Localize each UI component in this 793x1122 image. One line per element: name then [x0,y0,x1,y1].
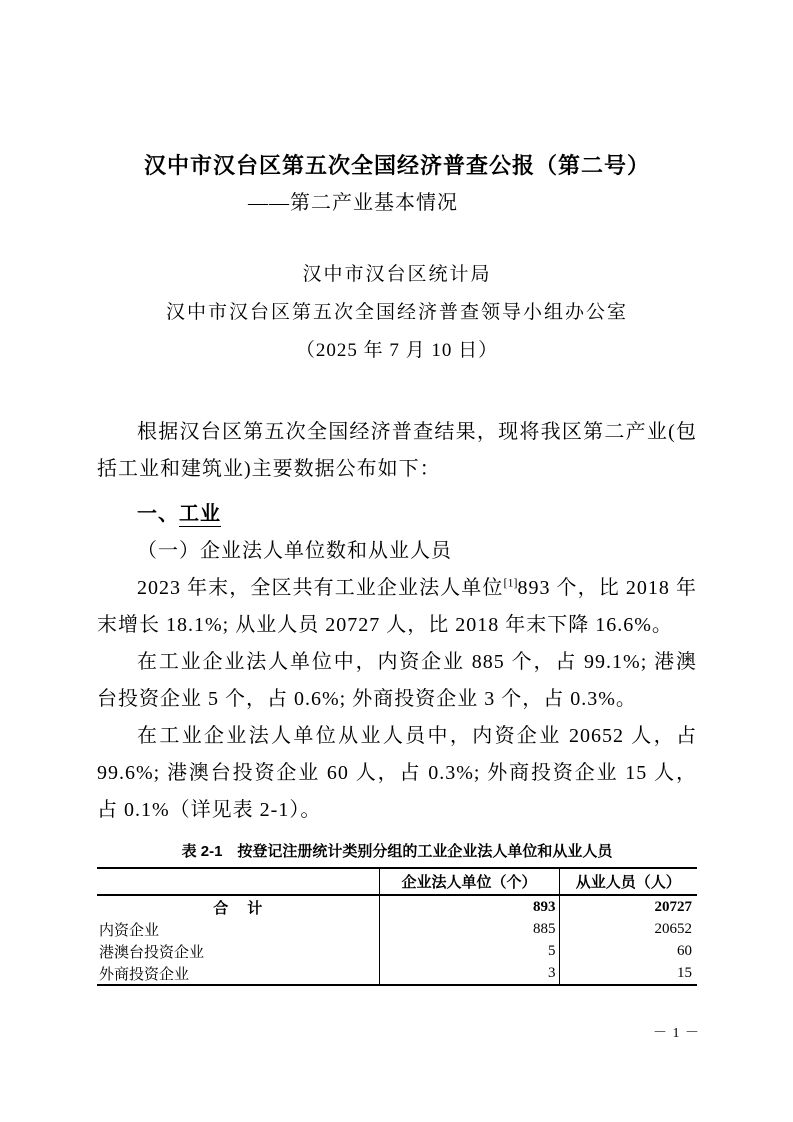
row-staff-value: 20652 [559,918,697,940]
row-units-value: 885 [379,918,559,940]
doc-title: 汉中市汉台区第五次全国经济普查公报（第二号） [143,153,650,178]
section-number: 一、 [137,503,179,525]
table-row-domestic [97,918,697,940]
table-header-row [97,868,697,895]
row-units-value: 893 [379,895,559,918]
row-staff-value: 20727 [559,895,697,918]
table-caption: 表 2-1 按登记注册统计类别分组的工业企业法人单位和从业人员 [181,843,613,860]
paragraph-staff-by-type: 在工业企业法人单位从业人员中，内资企业 20652 人，占 99.6%; 港澳台投资企业 60 人，占 0.3%; 外商投资企业 15 人，占 0.1%（详见表 2-1）。 [97,725,697,821]
stats-table [97,867,697,986]
paragraph-legal-units-text-before: 2023 年末，全区共有工业企业法人单位 [137,577,504,599]
col-header-staff: 从业人员（人） [559,868,697,895]
document-body [97,414,697,829]
table-row-hk-macao-taiwan [97,940,697,962]
row-staff-value: 60 [559,940,697,962]
doc-subtitle: ——第二产业基本情况 [248,192,458,214]
issuing-org-statistics-bureau: 汉中市汉台区统计局 [302,264,492,285]
paragraph-legal-units-text-after: 893 个，比 2018 年末增长 18.1%; 从业人员 20727 人，比 2018 年末下降 16.6%。 [97,577,698,636]
row-label: 外商投资企业 [99,966,190,983]
row-label: 合 计 [213,899,265,917]
col-header-category [97,868,379,895]
section-title-underlined: 工业 [179,503,221,525]
row-units-value: 3 [379,962,559,985]
section-heading-industry [97,496,697,533]
col-header-legal-units: 企业法人单位（个） [379,868,559,895]
table-row-foreign [97,962,697,985]
row-label: 港澳台投资企业 [99,944,205,961]
paragraph-units-by-type: 在工业企业法人单位中，内资企业 885 个，占 99.1%; 港澳台投资企业 5 个，占 0.6%; 外商投资企业 3 个，占 0.3%。 [97,651,697,710]
issuer-block [97,256,697,370]
paragraph-legal-units [97,570,697,644]
publish-date: （2025 年 7 月 10 日） [295,340,499,361]
row-label: 内资企业 [99,922,160,939]
intro-paragraph: 根据汉台区第五次全国经济普查结果，现将我区第二产业(包括工业和建筑业)主要数据公布如下： [97,421,697,480]
subsection-heading-units-and-staff: （一）企业法人单位数和从业人员 [137,540,452,562]
row-units-value: 5 [379,940,559,962]
table-row-total [97,895,697,918]
page-number: － 1 － [653,1026,700,1041]
row-staff-value: 15 [559,962,697,985]
footnote-ref: [1] [503,575,518,590]
issuing-org-census-leading-group: 汉中市汉台区第五次全国经济普查领导小组办公室 [165,302,628,323]
